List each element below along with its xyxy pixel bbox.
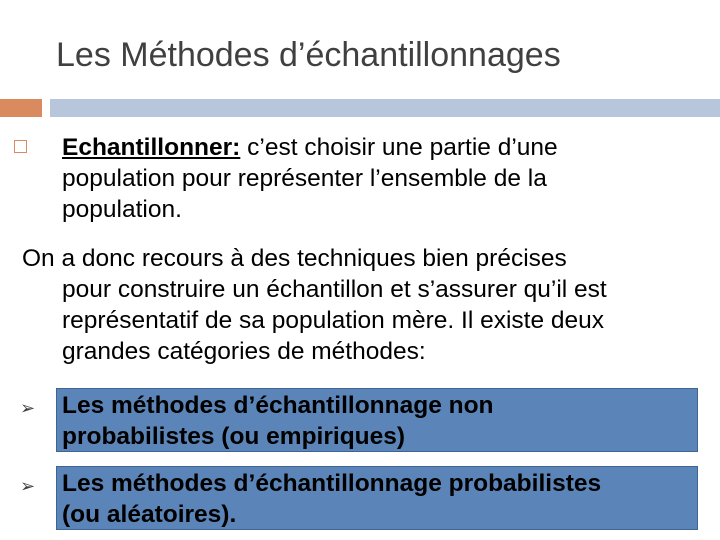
arrow-bullet-icon: ➢: [20, 398, 36, 418]
arrow-bullet-icon: ➢: [20, 476, 36, 496]
definition-line-2: population pour représenter l’ensemble de la: [62, 165, 547, 192]
definition-line-3: population.: [62, 196, 182, 223]
method-1-line-2: probabilistes (ou empiriques): [62, 423, 406, 450]
paragraph-line-1: On a donc recours à des techniques bien précises: [22, 245, 567, 272]
method-2-line-2: (ou aléatoires).: [62, 501, 237, 528]
definition-text-1: c’est choisir une partie d’une: [240, 134, 558, 161]
title-divider-accent: [0, 99, 42, 117]
paragraph-line-2: pour construire un échantillon et s’assurer qu’il est: [62, 276, 607, 303]
method-1-line-1: Les méthodes d’échantillonnage non: [62, 392, 494, 419]
title-divider-bar: [50, 99, 720, 117]
slide-title: Les Méthodes d’échantillonnages: [56, 36, 561, 74]
paragraph-line-4: grandes catégories de méthodes:: [62, 338, 426, 365]
square-bullet-icon: [14, 140, 27, 153]
definition-line-1: [62, 132, 558, 163]
definition-term: Echantillonner:: [62, 134, 241, 161]
paragraph-line-3: représentatif de sa population mère. Il existe deux: [62, 307, 605, 334]
method-2-line-1: Les méthodes d’échantillonnage probabilistes: [62, 470, 602, 497]
